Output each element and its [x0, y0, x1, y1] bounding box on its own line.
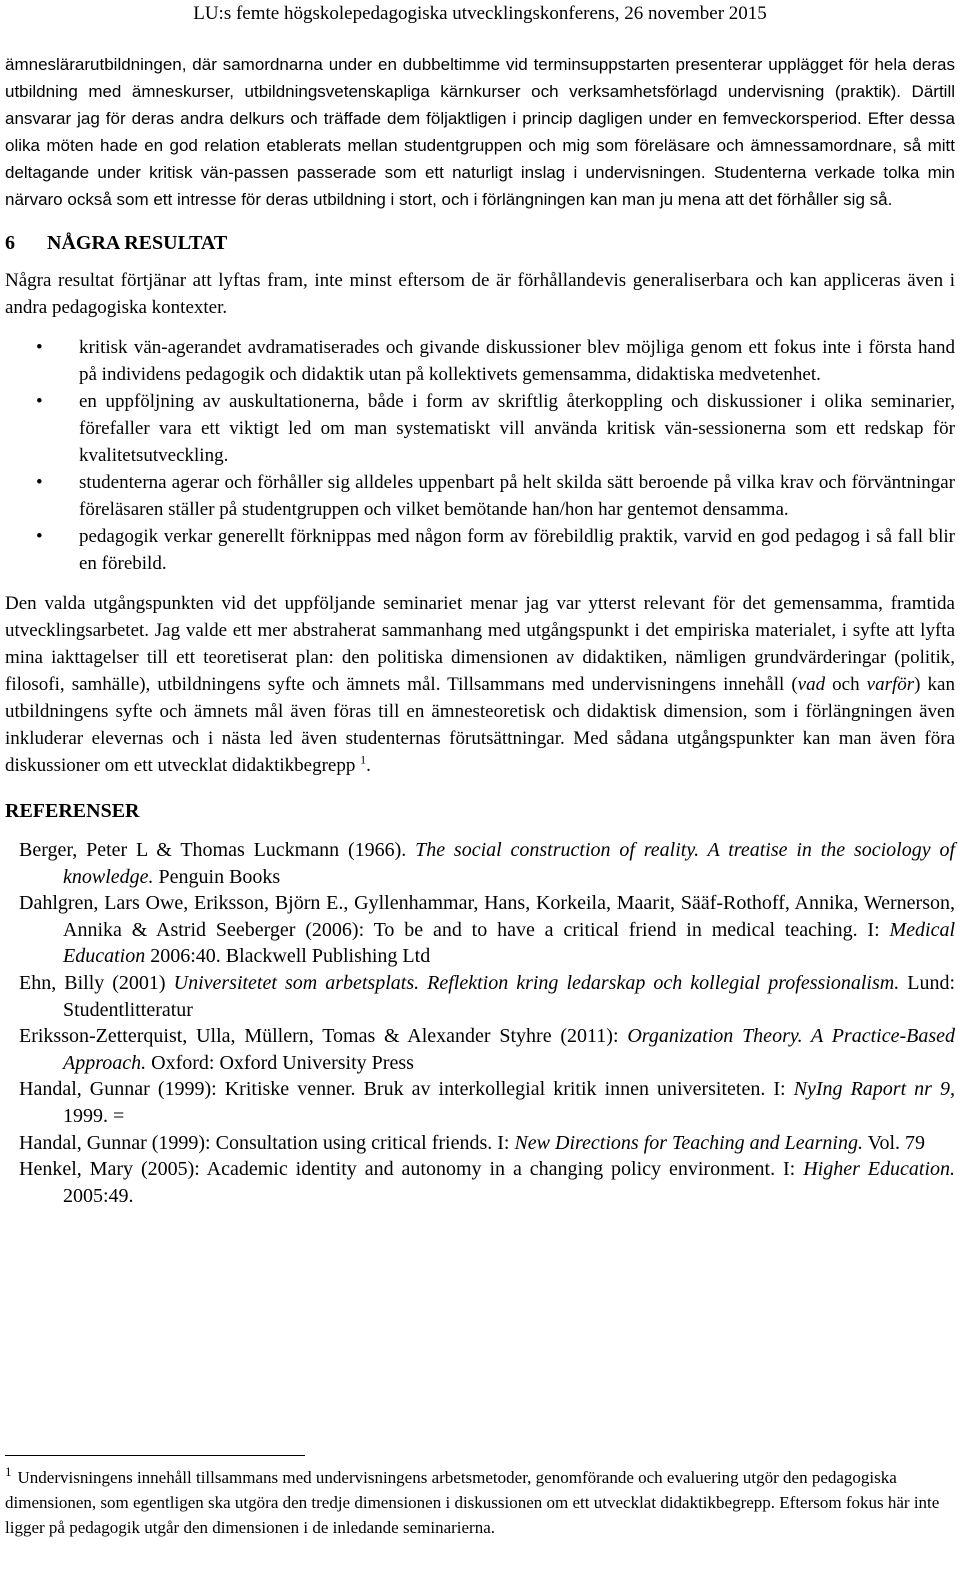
reference-text: Eriksson-Zetterquist, Ulla, Müllern, Tomas & Alexander Styhre (2011):: [19, 1025, 628, 1048]
reference-title: Medical Education: [63, 918, 955, 968]
reference-publisher: , 1999. =: [63, 1078, 955, 1127]
section-title: NÅGRA RESULTAT: [47, 232, 228, 254]
footnote-text: Undervisningens innehåll tillsammans med undervisningens arbetsmetoder, genomförande och evaluering utgör den pedagogiska dimensionen, som egentligen ska utgöra den tredje dimensionen i diskussionen om ett utvecklat didaktikbegrepp. Eftersom fokus här inte ligger på pedagogik utgår den dimensionen i de inledande seminarierna.: [5, 1468, 940, 1537]
reference-publisher: Penguin Books: [153, 865, 281, 888]
reference-title: NyIng Raport nr 9: [793, 1078, 950, 1101]
reference-publisher: Lund: Studentlitteratur: [63, 971, 955, 1021]
reference-text: Handal, Gunnar (1999): Kritiske venner. Bruk av interkollegial kritik innen universiteten. I:: [19, 1078, 794, 1101]
bullet-icon: •: [36, 391, 43, 412]
intro-text-d: relation etablerats mellan studentgruppen och mig som föreläsare och ämnessamordnare, så mitt deltagande under kritisk vän-passen passerade som ett naturligt inslag i undervisningen.: [5, 136, 955, 182]
footnote-reference[interactable]: 1: [360, 752, 367, 767]
footnote-mark: 1: [5, 1464, 12, 1480]
bullet-icon: •: [36, 337, 43, 358]
reference-title: Organization Theory. A Practice-Based Approach.: [63, 1025, 955, 1074]
reference-text: Ehn, Billy (2001): [19, 971, 174, 994]
reference-publisher: Oxford: Oxford University Press: [146, 1051, 414, 1074]
reference-title: Universitetet som arbetsplats. Reflektion kring ledarskap och kollegial professionalism.: [173, 971, 900, 994]
closing-text-och: och: [825, 674, 867, 695]
reference-title: The social construction of reality. A treatise in the sociology of knowledge.: [63, 839, 955, 888]
reference-item: [5, 1130, 955, 1157]
closing-italic-varfor: varför: [866, 674, 915, 695]
footnote: [5, 1465, 955, 1540]
reference-publisher: 2005:49.: [63, 1184, 134, 1207]
reference-title: New Directions for Teaching and Learning.: [514, 1131, 863, 1154]
closing-text-a: Den valda utgångspunkten vid det uppföljande seminariet menar jag var ytterst relevant för det gemensamma, framtida utvecklingsarbetet. Jag valde ett mer abstraherat sammanhang med utgångspunkt i det empiriska materialet, i syfte att lyfta mina iakttagelser till ett teoretiserat plan: den politiska dimensionen av didaktiken, nämligen grundvärderingar (politik, filosofi, samhälle), utbildningens syfte och ämnets mål. Tillsammans med undervisningens innehåll (: [5, 593, 955, 695]
bullet-icon: •: [36, 526, 43, 547]
results-list: [5, 334, 955, 577]
reference-title: Higher Education.: [803, 1158, 955, 1181]
list-item: [5, 388, 955, 469]
list-item: [5, 523, 955, 577]
list-item: [5, 469, 955, 523]
reference-text: Dahlgren, Lars Owe, Eriksson, Björn E., Gyllenhammar, Hans, Korkeila, Maarit, Sääf-Rothoff, Annika, Wernerson, Annika & Astrid Seeberger (2006): To be and to have a critical friend in medical teaching. I:: [19, 892, 955, 941]
reference-item: [5, 1076, 955, 1129]
intro-text-b: följaktligen i princip dagligen under en femveckorsperiod.: [426, 109, 862, 128]
list-item-text: studenterna agerar och förhåller sig alldeles uppenbart på helt skilda sätt beroende på vilka krav och förväntningar föreläsaren ställer på studentgruppen och vilket bemötande han/hon har gentemot densamma.: [79, 472, 955, 520]
reference-publisher: 2006:40. Blackwell Publishing Ltd: [145, 945, 431, 968]
footnote-divider: [5, 1455, 305, 1456]
intro-text-c: Efter dessa olika möten hade en god: [5, 109, 956, 155]
reference-item: [5, 970, 955, 1023]
section-intro: Några resultat förtjänar att lyftas fram, inte minst eftersom de är förhållandevis generaliserbara och kan appliceras även i andra pedagogiska kontexter.: [5, 270, 955, 318]
page-body: [5, 51, 955, 1209]
list-item: [5, 334, 955, 388]
intro-text-e: Studenterna verkade tolka min närvaro också som ett intresse för deras utbildning i stort, och i förlängningen kan man ju mena att det förhåller sig så.: [5, 163, 955, 209]
list-item-text: en uppföljning av auskultationerna, både i form av skriftlig återkoppling och diskussioner i olika seminarier, förefaller vara ett viktigt led om man systematiskt vill använda kritisk vän-sessionerna som ett redskap för kvalitetsutveckling.: [79, 391, 955, 466]
intro-paragraph: [5, 51, 955, 213]
closing-paragraph: [5, 590, 955, 779]
reference-item: [5, 837, 955, 890]
intro-text-a: ämneslärarutbildningen, där samordnarna under en dubbeltimme vid terminsuppstarten presenterar upplägget för hela deras utbildning med ämneskurser, utbildningsvetenskapliga kärnkurser och verksamhetsförlagd undervisning (praktik). Därtill ansvarar jag för deras andra delkurs och träffade dem: [5, 55, 955, 128]
reference-text: Henkel, Mary (2005): Academic identity and autonomy in a changing policy environment. I:: [19, 1158, 804, 1181]
bullet-icon: •: [36, 472, 43, 493]
reference-item: [5, 1023, 955, 1076]
reference-item: [5, 1156, 955, 1209]
closing-italic-vad: vad: [797, 674, 826, 695]
list-item-text: kritisk vän-agerandet avdramatiserades och givande diskussioner blev möjliga genom ett fokus inte i första hand på individens pedagogik och didaktik utan på kollektivets gemensamma, didaktiska medvetenhet.: [79, 337, 955, 385]
reference-text: Handal, Gunnar (1999): Consultation using critical friends. I:: [19, 1131, 515, 1154]
closing-text-end: .: [366, 755, 371, 776]
closing-text-b: ) kan utbildningens syfte och ämnets mål även föras till en ämnesteoretisk och didaktisk dimension, som i förlängningen även inkluderar elevernas och i nästa led även studenternas förutsättningar. Med sådana utgångspunkter kan man även föra diskussioner om ett utvecklat didaktikbegrepp: [5, 674, 955, 776]
section-heading: [5, 230, 955, 257]
reference-publisher: Vol. 79: [862, 1131, 926, 1154]
references-list: [5, 837, 955, 1209]
reference-text: Berger, Peter L & Thomas Luckmann (1966).: [19, 839, 416, 861]
list-item-text: pedagogik verkar generellt förknippas med någon form av förebildlig praktik, varvid en god pedagog i så fall blir en förebild.: [79, 526, 955, 574]
section-number: 6: [5, 232, 15, 254]
running-header: LU:s femte högskolepedagogiska utvecklingskonferens, 26 november 2015: [193, 3, 767, 24]
references-heading: REFERENSER: [5, 800, 140, 822]
reference-item: [5, 890, 955, 970]
